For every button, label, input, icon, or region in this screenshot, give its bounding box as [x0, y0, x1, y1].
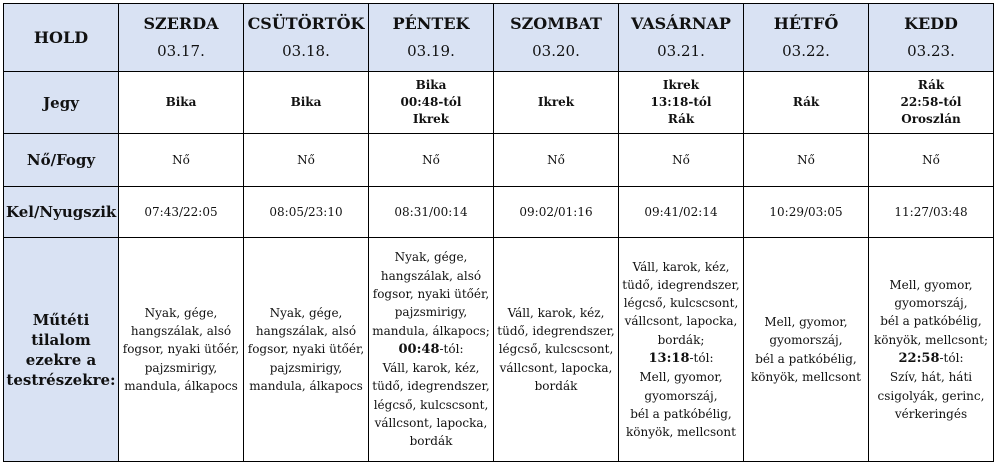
- organ-line: pajzsmirigy,: [269, 360, 343, 375]
- row-label-jegy: Jegy: [4, 72, 119, 134]
- zodiac-sign: Bika: [290, 95, 322, 109]
- organ-line: könyök, mellcsont: [626, 425, 736, 440]
- organ-cell: [369, 238, 494, 462]
- organ-line: légcső, kulcscsont,: [498, 342, 614, 357]
- organ-line: bél a patkóbélig,: [630, 406, 732, 421]
- rise-set-cell: 09:02/01:16: [494, 187, 619, 238]
- organ-line: Nyak, gége,: [144, 305, 218, 320]
- organ-line: fogsor, nyaki ütőér,: [247, 342, 365, 357]
- zodiac-sign-next: Ikrek: [412, 112, 450, 126]
- change-time-line: [621, 349, 741, 368]
- change-time-line: [871, 349, 991, 368]
- organ-line: bordák;: [657, 332, 705, 347]
- phase-cell: Nő: [619, 134, 744, 187]
- zodiac-sign-next: Rák: [667, 112, 695, 126]
- day-header: [494, 4, 619, 72]
- row-label-kel: Kel/Nyugszik: [4, 187, 119, 238]
- organ-line: gyomorszáj,: [769, 333, 843, 348]
- rise-set-cell: 08:31/00:14: [369, 187, 494, 238]
- zodiac-cell: [744, 72, 869, 134]
- label-line: Műtéti tilalom: [31, 310, 91, 349]
- rise-set-cell: 09:41/02:14: [619, 187, 744, 238]
- zodiac-cell: [869, 72, 994, 134]
- organ-line: Mell, gyomor,: [889, 277, 973, 292]
- rise-set-row: [4, 187, 994, 238]
- day-header: [744, 4, 869, 72]
- organ-line: Váll, karok, kéz,: [507, 305, 605, 320]
- organ-line: légcső, kulcscsont,: [373, 397, 489, 412]
- organ-line: fogsor, nyaki ütőér,: [122, 342, 240, 357]
- organ-line: pajzsmirigy,: [144, 360, 218, 375]
- organ-line: vérkeringés: [894, 406, 968, 421]
- organ-cell: [494, 238, 619, 462]
- phase-cell: Nő: [244, 134, 369, 187]
- organ-line: Váll, karok, kéz,: [632, 259, 730, 274]
- day-name: SZOMBAT: [510, 14, 602, 33]
- day-name: HÉTFŐ: [773, 14, 839, 33]
- label-line: testrészekre:: [6, 370, 116, 389]
- day-header: [619, 4, 744, 72]
- change-time-suffix: -tól:: [689, 351, 714, 365]
- row-label-mutet: [4, 238, 119, 462]
- zodiac-sign: Rák: [792, 95, 820, 109]
- day-date: 03.19.: [407, 42, 455, 60]
- organ-line: Nyak, gége,: [394, 250, 468, 265]
- organ-line: Mell, gyomor,: [639, 370, 723, 385]
- organ-cell: [119, 238, 244, 462]
- organ-line: fogsor, nyaki ütőér,: [372, 286, 490, 301]
- zodiac-sign: Bika: [415, 78, 447, 92]
- zodiac-sign: Ikrek: [662, 78, 700, 92]
- organ-line: mandula, álkapocs;: [372, 323, 490, 338]
- organ-line: hangszálak, alsó: [255, 324, 357, 339]
- rise-set-cell: 10:29/03:05: [744, 187, 869, 238]
- organ-line: hangszálak, alsó: [130, 324, 232, 339]
- change-time: 00:48: [398, 341, 440, 357]
- change-time: 13:18: [648, 351, 690, 366]
- zodiac-row: [4, 72, 994, 134]
- phase-cell: Nő: [744, 134, 869, 187]
- change-time-suffix: -tól:: [939, 351, 964, 365]
- zodiac-cell: [369, 72, 494, 134]
- header-row: [4, 4, 994, 72]
- corner-label: HOLD: [4, 4, 119, 72]
- zodiac-change-time: 13:18-tól: [650, 95, 712, 109]
- organ-line: Nyak, gége,: [269, 305, 343, 320]
- day-date: 03.17.: [157, 42, 205, 60]
- organ-line: gyomorszáj,: [644, 388, 718, 403]
- zodiac-sign: Rák: [917, 78, 945, 92]
- organ-line: vállcsont, lapocka,: [624, 314, 738, 329]
- rise-set-cell: 11:27/03:48: [869, 187, 994, 238]
- organ-line: könyök, mellcsont: [751, 369, 861, 384]
- day-name: VASÁRNAP: [631, 14, 731, 33]
- zodiac-cell: [119, 72, 244, 134]
- day-date: 03.20.: [532, 42, 580, 60]
- day-name: CSÜTÖRTÖK: [247, 14, 365, 33]
- surgery-ban-row: [4, 238, 994, 462]
- organ-line: vállcsont, lapocka,: [374, 416, 488, 431]
- organ-line: Szív, hát, háti: [889, 370, 973, 385]
- day-header: [369, 4, 494, 72]
- rise-set-cell: 07:43/22:05: [119, 187, 244, 238]
- organ-line: bordák: [409, 434, 453, 449]
- organ-line: hangszálak, alsó: [380, 268, 482, 283]
- zodiac-cell: [244, 72, 369, 134]
- organ-line: gyomorszáj,: [894, 296, 968, 311]
- moon-calendar-table: [3, 3, 994, 462]
- organ-line: bél a patkóbélig,: [880, 314, 982, 329]
- organ-line: mandula, álkapocs: [249, 378, 363, 393]
- organ-cell: [744, 238, 869, 462]
- change-time-suffix: -tól:: [439, 341, 464, 356]
- phase-row: [4, 134, 994, 187]
- day-header: [869, 4, 994, 72]
- organ-line: bordák: [534, 378, 578, 393]
- organ-line: Váll, karok, kéz,: [382, 361, 480, 376]
- organ-line: tüdő, idegrendszer,: [372, 379, 490, 394]
- day-name: PÉNTEK: [392, 14, 470, 33]
- phase-cell: Nő: [869, 134, 994, 187]
- organ-cell: [869, 238, 994, 462]
- organ-line: vállcsont, lapocka,: [499, 360, 613, 375]
- zodiac-cell: [619, 72, 744, 134]
- organ-cell: [244, 238, 369, 462]
- change-time: 22:58: [898, 351, 940, 366]
- zodiac-sign: Bika: [165, 95, 197, 109]
- rise-set-cell: 08:05/23:10: [244, 187, 369, 238]
- day-header: [244, 4, 369, 72]
- day-date: 03.22.: [782, 42, 830, 60]
- organ-line: csigolyák, gerinc,: [877, 388, 985, 403]
- organ-line: tüdő, idegrendszer,: [497, 324, 615, 339]
- phase-cell: Nő: [119, 134, 244, 187]
- organ-line: könyök, mellcsont;: [874, 332, 988, 347]
- phase-cell: Nő: [494, 134, 619, 187]
- day-date: 03.23.: [907, 42, 955, 60]
- day-date: 03.21.: [657, 42, 705, 60]
- change-time-line: [371, 340, 491, 359]
- organ-line: Mell, gyomor,: [764, 314, 848, 329]
- day-name: KEDD: [904, 14, 958, 33]
- zodiac-change-time: 22:58-tól: [900, 95, 962, 109]
- organ-line: mandula, álkapocs: [124, 378, 238, 393]
- organ-line: bél a patkóbélig,: [755, 351, 857, 366]
- organ-line: pajzsmirigy,: [394, 305, 468, 320]
- organ-line: légcső, kulcscsont,: [623, 296, 739, 311]
- day-header: [119, 4, 244, 72]
- zodiac-sign: Ikrek: [537, 95, 575, 109]
- zodiac-sign-next: Oroszlán: [901, 112, 961, 126]
- label-line: ezekre a: [25, 350, 97, 369]
- zodiac-change-time: 00:48-tól: [400, 95, 462, 109]
- zodiac-cell: [494, 72, 619, 134]
- day-name: SZERDA: [143, 14, 219, 33]
- day-date: 03.18.: [282, 42, 330, 60]
- row-label-nofogy: Nő/Fogy: [4, 134, 119, 187]
- organ-line: tüdő, idegrendszer,: [622, 277, 740, 292]
- phase-cell: Nő: [369, 134, 494, 187]
- organ-cell: [619, 238, 744, 462]
